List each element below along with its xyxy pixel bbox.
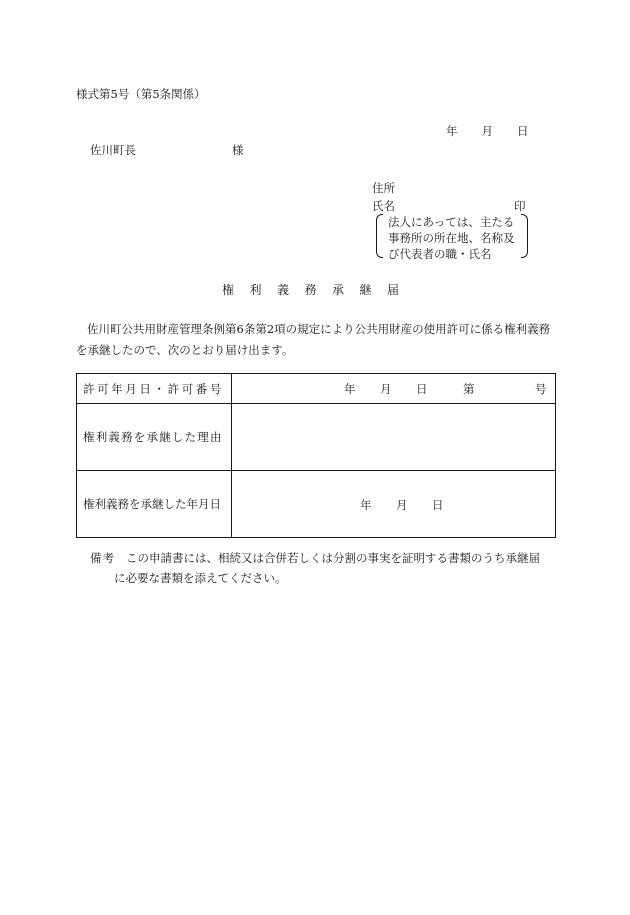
body-paragraph: 佐川町公共用財産管理条例第6条第2項の規定により公共用財産の使用許可に係る権利義務を承継したので、次のとおり届け出ます。 xyxy=(76,322,551,357)
date-month-label: 月 xyxy=(481,124,493,138)
permit-number-suffix: 号 xyxy=(535,382,547,396)
form-number: 様式第5号（第5条関係） xyxy=(76,87,206,101)
succession-month-label: 月 xyxy=(396,498,408,512)
form-table xyxy=(76,373,556,538)
seal-mark: 印 xyxy=(514,199,526,213)
succession-reason-label: 権利義務を承継した理由 xyxy=(77,404,232,471)
right-bracket xyxy=(521,214,528,258)
recipient-name: 佐川町長 xyxy=(90,143,136,157)
permit-number-prefix: 第 xyxy=(463,382,475,396)
submission-date xyxy=(446,123,529,139)
document-title: 権利義務承継届 xyxy=(222,283,415,297)
permit-year-label: 年 xyxy=(344,382,356,396)
date-day-label: 日 xyxy=(517,124,529,138)
succession-reason-field[interactable] xyxy=(232,404,556,471)
permit-day-label: 日 xyxy=(416,382,428,396)
permit-date-field[interactable] xyxy=(232,374,556,404)
corporate-note xyxy=(376,214,526,260)
permit-date-label: 許可年月日・許可番号 xyxy=(77,374,232,404)
succession-day-label: 日 xyxy=(432,498,444,512)
table-row xyxy=(77,374,556,404)
address-label: 住所 xyxy=(372,181,395,195)
succession-year-label: 年 xyxy=(360,498,372,512)
remarks-line-2: に必要な書類を添えてください。 xyxy=(114,571,287,585)
honorific: 様 xyxy=(232,143,244,157)
corporate-note-text: 法人にあっては、主たる事務所の所在地、名称及び代表者の職・氏名 xyxy=(388,215,515,261)
succession-date-field[interactable] xyxy=(232,471,556,538)
permit-month-label: 月 xyxy=(380,382,392,396)
table-row xyxy=(77,471,556,538)
date-year-label: 年 xyxy=(446,124,458,138)
remarks xyxy=(90,548,560,588)
remarks-label: 備考 xyxy=(90,551,115,565)
table-row xyxy=(77,404,556,471)
remarks-line-1: この申請書には、相続又は合併若しくは分割の事実を証明する書類のうち承継届 xyxy=(125,551,540,565)
succession-date-label: 権利義務を承継した年月日 xyxy=(77,471,232,538)
name-label: 氏名 xyxy=(372,199,395,213)
recipient-line xyxy=(90,142,244,158)
left-bracket xyxy=(376,214,383,258)
